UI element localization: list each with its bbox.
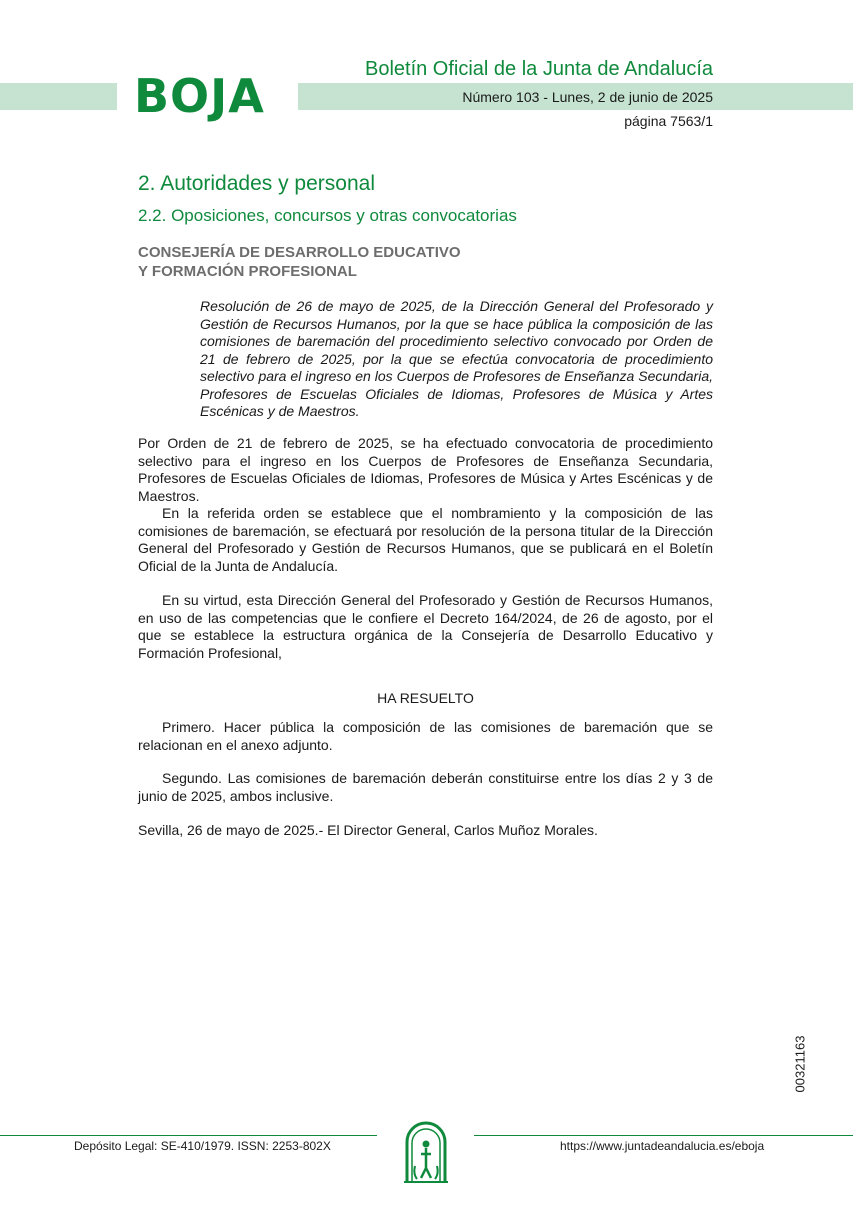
legal-deposit: Depósito Legal: SE-410/1979. ISSN: 2253-802X [74,1139,331,1153]
subsection-title: 2.2. Oposiciones, concursos y otras convocatorias [138,206,517,225]
signature-line: Sevilla, 26 de mayo de 2025.- El Director General, Carlos Muñoz Morales. [138,822,598,838]
body-paragraph-1: Por Orden de 21 de febrero de 2025, se ha efectuado convocatoria de procedimiento selectivo para el ingreso en los Cuerpos de Profesores de Enseñanza Secundaria, Profesores de Escuelas Oficiales de Idiomas, Profesores de Música y Artes Escénicas y de Maestros. [138,435,713,504]
footer-url-link[interactable]: https://www.juntadeandalucia.es/eboja [560,1139,765,1153]
section-title: 2. Autoridades y personal [138,172,375,195]
page-number: página 7563/1 [624,113,713,129]
body-paragraph-2: En la referida orden se establece que el nombramiento y la composición de las comisiones de baremación, se efectuará por resolución de la persona titular de la Dirección General del Profesorado y Gestión de Recursos Humanos, que se publicará en el Boletín Oficial de la Junta de Andalucía. [138,505,713,574]
issue-number: Número 103 - Lunes, 2 de junio de 2025 [462,89,713,105]
first-resolution: Primero. Hacer pública la composición de las comisiones de baremación que se relacionan en el anexo adjunto. [138,719,713,753]
ministry-line-1: CONSEJERÍA DE DESARROLLO EDUCATIVO [138,244,461,261]
ministry-heading [138,243,461,281]
header-band-left [0,83,117,110]
junta-emblem-icon [401,1116,451,1186]
footer-divider-left [0,1135,377,1136]
document-code [790,1030,810,1098]
resolved-heading: HA RESUELTO [377,690,474,706]
second-resolution: Segundo. Las comisiones de baremación deberán constituirse entre los días 2 y 3 de junio de 2025, ambos inclusive. [138,770,713,804]
document-code-text: 00321163 [792,1035,808,1093]
boja-logo: BOJA [134,69,265,123]
body-paragraph-3: En su virtud, esta Dirección General del Profesorado y Gestión de Recursos Humanos, en uso de las competencias que le confiere el Decreto 164/2024, de 26 de agosto, por el que se establece la estructura orgánica de la Consejería de Desarrollo Educativo y Formación Profesional, [138,592,713,661]
bulletin-title: Boletín Oficial de la Junta de Andalucía [364,58,713,80]
footer-divider-right [474,1135,853,1136]
ministry-line-2: Y FORMACIÓN PROFESIONAL [138,263,357,280]
resolution-summary: Resolución de 26 de mayo de 2025, de la Dirección General del Profesorado y Gestión de Recursos Humanos, por la que se hace pública la composición de las comisiones de baremación del procedimiento selectivo convocado por Orden de 21 de febrero de 2025, por la que se efectúa convocatoria de procedimiento selectivo para el ingreso en los Cuerpos de Profesores de Enseñanza Secundaria, Profesores de Escuelas Oficiales de Idiomas, Profesores de Música y Artes Escénicas y de Maestros. [200,298,713,419]
